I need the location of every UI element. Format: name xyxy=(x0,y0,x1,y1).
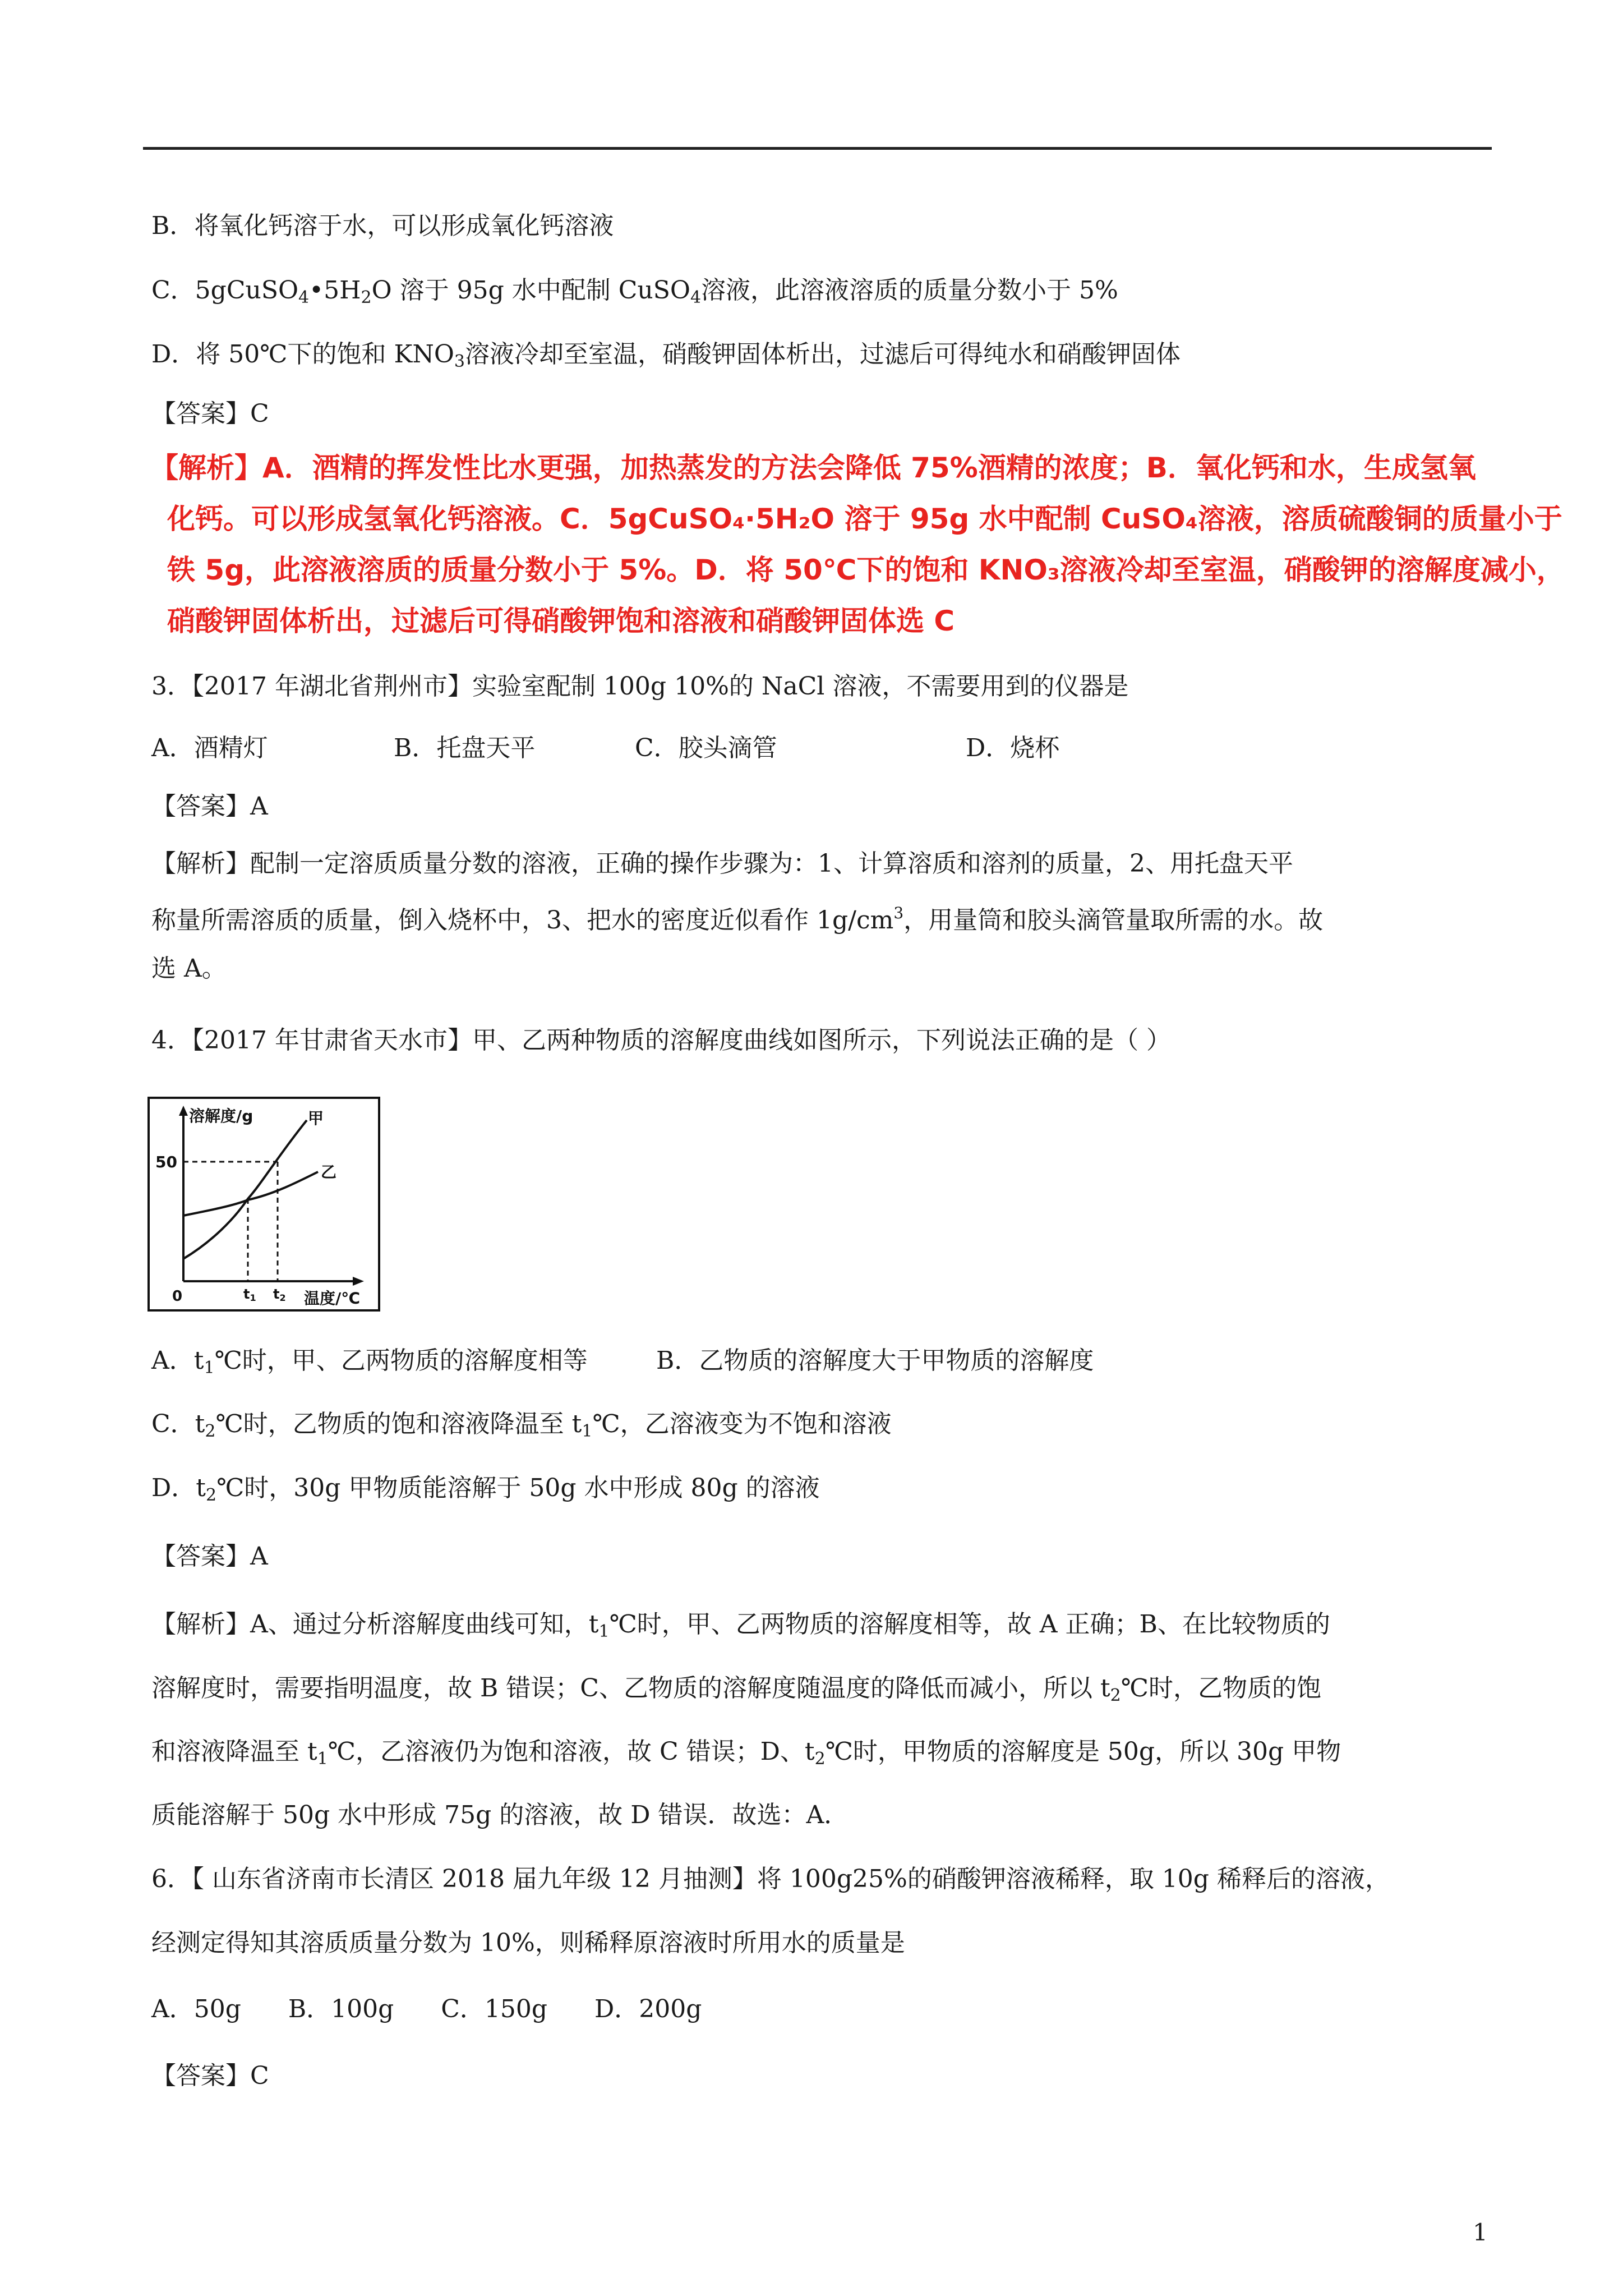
q4-option-d: D．$t_2℃$时，30g 甲物质能溶解于 50g 水中形成 80g 的溶液 xyxy=(151,1474,820,1505)
q3-explanation-line-3: 选 A。 xyxy=(151,954,227,983)
y-axis-arrow-icon xyxy=(179,1106,188,1116)
q4-options-ab xyxy=(151,1345,1094,1384)
q2-option-c: C．$5gCuSO_4•5H_2O$ 溶于 95g 水中配制 CuSO$_4$溶液，此溶液溶质的质量分数小于 5% xyxy=(151,276,1118,307)
q2-explanation-line-2: 化钙。可以形成氢氧化钙溶液。C．5gCuSO₄·5H₂O 溶于 95g 水中配制 CuSO₄溶液，溶质硫酸铜的质量小于 xyxy=(167,503,1562,535)
x-axis-label: 温度/℃ xyxy=(304,1289,361,1308)
q4-option-b: B．乙物质的溶解度大于甲物质的溶解度 xyxy=(656,1346,1094,1375)
q2-option-b: B．将氧化钙溶于水，可以形成氧化钙溶液 xyxy=(151,211,614,240)
q6-stem-line-1: 6．【 山东省济南市长清区 2018 届九年级 12 月抽测】将 100g25%的硝酸钾溶液稀释，取 10g 稀释后的溶液， xyxy=(151,1865,1390,1893)
curve-jia-label: 甲 xyxy=(308,1109,324,1128)
solubility-curve-figure xyxy=(147,1097,380,1312)
page-number: 1 xyxy=(1473,2219,1488,2246)
t1-label: t1 xyxy=(243,1286,256,1303)
curve-yi-label: 乙 xyxy=(321,1163,337,1181)
q3-option-a: A．酒精灯 xyxy=(151,734,268,762)
q3-options xyxy=(151,733,1059,764)
origin-label: 0 xyxy=(172,1288,183,1305)
q2-answer: 【答案】C xyxy=(151,399,269,428)
q3-option-d: D．烧杯 xyxy=(966,734,1060,762)
q2-explanation-line-3: 铁 5g，此溶液溶质的质量分数小于 5%。D．将 50℃下的饱和 KNO₃溶液冷却至室温，硝酸钾的溶解度减小， xyxy=(167,554,1565,586)
q3-option-c: C．胶头滴管 xyxy=(635,734,777,762)
q3-answer: 【答案】A xyxy=(151,792,268,821)
y-axis-label: 溶解度/g xyxy=(189,1107,253,1125)
t2-label: t2 xyxy=(273,1286,286,1303)
q6-stem-line-2: 经测定得知其溶质质量分数为 10%，则稀释原溶液时所用水的质量是 xyxy=(151,1929,905,1957)
q4-explanation-line-2: 溶解度时，需要指明温度，故 B 错误；C、乙物质的溶解度随温度的降低而减小，所以 $t_2℃$时，乙物质的饱 xyxy=(151,1674,1321,1705)
curve-jia xyxy=(183,1120,307,1259)
q4-explanation-line-3: 和溶液降温至 $t_1℃$，乙溶液仍为饱和溶液，故 C 错误；D、$t_2℃$时，甲物质的溶解度是 50g，所以 30g 甲物 xyxy=(151,1737,1341,1769)
solubility-curve-svg xyxy=(150,1099,378,1309)
q2-explanation-line-4: 硝酸钾固体析出，过滤后可得硝酸钾饱和溶液和硝酸钾固体选 C xyxy=(167,605,955,637)
q2-option-d: D．将 50℃下的饱和 $KNO_3$溶液冷却至室温，硝酸钾固体析出，过滤后可得纯水和硝酸钾固体 xyxy=(151,340,1181,371)
q2-explanation-line-1: 【解析】A．酒精的挥发性比水更强，加热蒸发的方法会降低 75%酒精的浓度；B．氧化钙和水，生成氢氧 xyxy=(150,452,1476,484)
q4-answer: 【答案】A xyxy=(151,1542,268,1571)
q3-explanation-line-1: 【解析】配制一定溶质质量分数的溶液，正确的操作步骤为：1、计算溶质和溶剂的质量，2、用托盘天平 xyxy=(151,849,1293,878)
y-tick-50: 50 xyxy=(155,1153,177,1171)
q4-option-a: A．$t_1℃$时，甲、乙两物质的溶解度相等 xyxy=(151,1346,588,1378)
q3-explanation-line-2: 称量所需溶质的质量，倒入烧杯中，3、把水的密度近似看作 $1g/cm^3$，用量筒和胶头滴管量取所需的水。故 xyxy=(151,904,1324,935)
q4-explanation-line-4: 质能溶解于 50g 水中形成 75g 的溶液，故 D 错误．故选：A． xyxy=(151,1801,849,1829)
q3-stem: 3．【2017 年湖北省荆州市】实验室配制 100g 10%的 NaCl 溶液，不需要用到的仪器是 xyxy=(151,672,1129,701)
q6-options: A．50g B．100g C．150g D．200g xyxy=(151,1995,702,2023)
q4-option-c: C．$t_2℃$时，乙物质的饱和溶液降温至 $t_1℃$，乙溶液变为不饱和溶液 xyxy=(151,1410,892,1441)
header-rule xyxy=(143,147,1492,150)
q4-explanation-line-1: 【解析】A、通过分析溶解度曲线可知，$t_1℃$时，甲、乙两物质的溶解度相等，故 A 正确；B、在比较物质的 xyxy=(151,1610,1330,1641)
q6-answer: 【答案】C xyxy=(151,2062,269,2090)
q3-option-b: B．托盘天平 xyxy=(394,734,536,762)
q4-stem: 4．【2017 年甘肃省天水市】甲、乙两种物质的溶解度曲线如图所示，下列说法正确的是（ ） xyxy=(151,1026,1171,1055)
x-axis-arrow-icon xyxy=(353,1277,364,1286)
